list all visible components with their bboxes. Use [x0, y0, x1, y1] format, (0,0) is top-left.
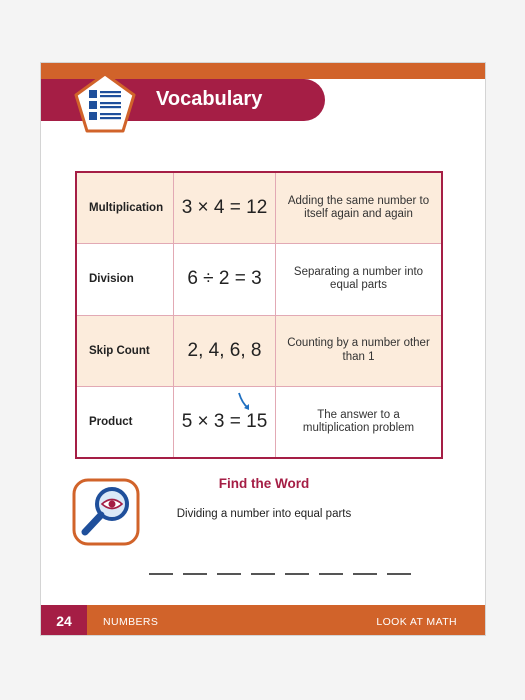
answer-blank[interactable] — [217, 573, 241, 575]
list-icon — [73, 71, 137, 135]
page-title: Vocabulary — [156, 88, 263, 110]
find-the-word-title: Find the Word — [218, 476, 310, 491]
example-cell: 6 ÷ 2 = 3 — [174, 244, 276, 314]
example-text: 5 × 3 = 15 — [181, 410, 268, 432]
answer-blanks — [149, 573, 411, 575]
vocabulary-row — [77, 173, 441, 244]
find-the-word-clue: Dividing a number into equal parts — [176, 508, 352, 520]
term-cell: Product — [77, 387, 174, 457]
example-cell-product — [174, 387, 276, 457]
term-cell: Division — [77, 244, 174, 314]
definition-cell: Counting by a number other than 1 — [287, 337, 430, 363]
term-cell: Skip Count — [77, 316, 174, 386]
vocabulary-row — [77, 316, 441, 387]
answer-blank[interactable] — [183, 573, 207, 575]
example-cell: 2, 4, 6, 8 — [174, 316, 276, 386]
answer-blank[interactable] — [387, 573, 411, 575]
answer-blank[interactable] — [285, 573, 309, 575]
vocabulary-row — [77, 387, 441, 457]
answer-blank[interactable] — [353, 573, 377, 575]
example-cell: 3 × 4 = 12 — [174, 173, 276, 243]
answer-blank[interactable] — [251, 573, 275, 575]
answer-blank[interactable] — [319, 573, 343, 575]
footer-section: NUMBERS — [103, 616, 159, 628]
definition-cell: Adding the same number to itself again and again — [287, 194, 430, 221]
page-number: 24 — [41, 605, 87, 636]
vocabulary-table — [75, 171, 443, 459]
term-cell: Multiplication — [77, 173, 174, 243]
footer-book-title: LOOK AT MATH — [376, 616, 457, 628]
textbook-page — [40, 62, 486, 636]
arrow-down-icon — [236, 391, 254, 413]
definition-cell: Separating a number into equal parts — [293, 266, 424, 292]
vocabulary-row — [77, 244, 441, 315]
answer-blank[interactable] — [149, 573, 173, 575]
definition-cell: The answer to a multiplication problem — [302, 408, 415, 434]
